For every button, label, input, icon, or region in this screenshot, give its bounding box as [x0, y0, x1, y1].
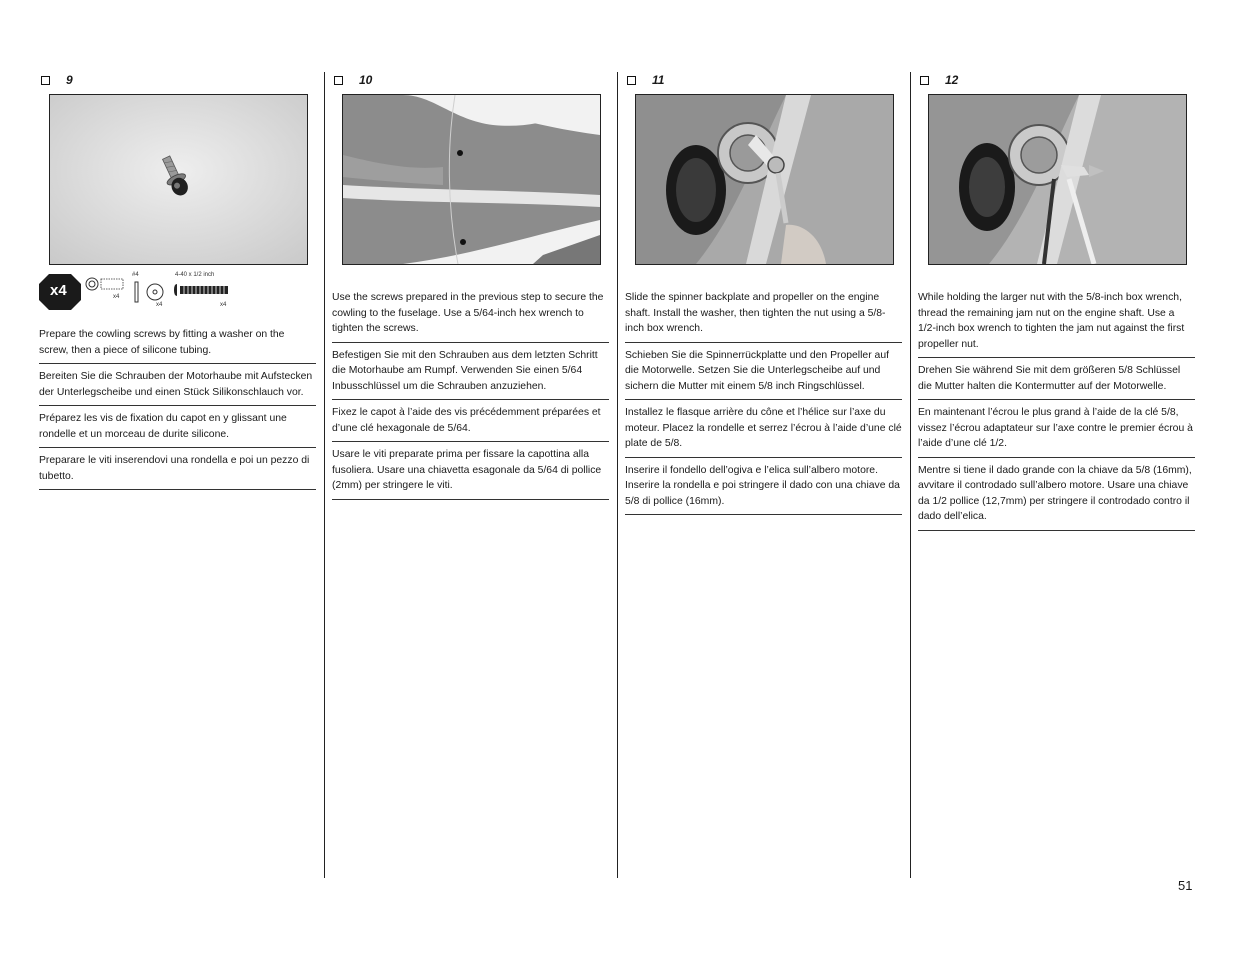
instruction-de: Drehen Sie während Sie mit dem größeren 5/8 Schlüssel die Mutter halten die Kontermutter auf der Motorwelle. — [918, 363, 1195, 400]
instruction-de: Befestigen Sie mit den Schrauben aus dem letzten Schritt die Motorhaube am Rumpf. Verwenden Sie einen 5/64 Inbusschlüssel um die Schrauben anzuziehen. — [332, 348, 609, 401]
step-header — [625, 72, 903, 88]
propeller-nut-wrench-photo — [635, 94, 894, 265]
hardware-parts — [39, 270, 317, 314]
step-header — [332, 72, 610, 88]
step-12 — [918, 72, 1196, 522]
instruction-de: Schieben Sie die Spinnerrückplatte und den Propeller auf die Motorwelle. Setzen Sie die Unterlegscheibe auf und sichern die Mutter mit einem 5/8 inch Ringschlüssel. — [625, 348, 902, 401]
step-header — [918, 72, 1196, 88]
instruction-fr: Installez le flasque arrière du cône et l’hélice sur l’axe du moteur. Placez la rondelle et serrez l’écrou à l’aide d’une clé plate de 5/8. — [625, 405, 902, 458]
column-divider — [324, 72, 325, 878]
checkbox-icon[interactable] — [41, 76, 50, 85]
instruction-fr: Fixez le capot à l’aide des vis précédemment préparées et d’une clé hexagonale de 5/64. — [332, 405, 609, 442]
instruction-en: Slide the spinner backplate and propeller on the engine shaft. Install the washer, then tighten the nut using a 5/8-inch box wrench. — [625, 290, 902, 343]
instruction-it: Mentre si tiene il dado grande con la chiave da 5/8 (16mm), avvitare il controdado sull’albero motore. Usare una chiave da 1/2 pollice (12,7mm) per stringere il controdado contro il dado dell’elica. — [918, 463, 1195, 531]
step-number: 11 — [652, 73, 665, 87]
instruction-en: While holding the larger nut with the 5/8-inch box wrench, thread the remaining jam nut on the engine shaft. Use a 1/2-inch box wrench to tighten the jam nut against the first propeller nut. — [918, 290, 1195, 358]
washer-large-icon — [147, 284, 163, 300]
screw-qty: x4 — [220, 302, 227, 308]
step-instructions — [625, 290, 902, 520]
screw-icon — [174, 284, 228, 296]
checkbox-icon[interactable] — [334, 76, 343, 85]
cowling-on-fuselage-photo — [342, 94, 601, 265]
column-divider — [910, 72, 911, 878]
page-number: 51 — [1178, 878, 1193, 893]
tubing-icon — [101, 279, 123, 289]
instruction-fr: Préparez les vis de fixation du capot en y glissant une rondelle et un morceau de durite silicone. — [39, 411, 316, 448]
screw-with-washer-photo — [49, 94, 308, 265]
tubing-size: #4 — [132, 272, 139, 278]
instruction-en: Prepare the cowling screws by fitting a washer on the screw, then a piece of silicone tubing. — [39, 327, 316, 364]
instruction-en: Use the screws prepared in the previous step to secure the cowling to the fuselage. Use a 5/64-inch hex wrench to tighten the screws. — [332, 290, 609, 343]
step-header — [39, 72, 317, 88]
step-instructions — [332, 290, 609, 505]
instruction-it: Inserire il fondello dell’ogiva e l’elica sull’albero motore. Inserire la rondella e poi stringere il dado con una chiave da 5/8 di pollice (16mm). — [625, 463, 902, 516]
step-number: 12 — [945, 73, 959, 87]
instruction-it: Preparare le viti inserendovi una rondella e poi un pezzo di tubetto. — [39, 453, 316, 490]
step-11 — [625, 72, 903, 507]
count-badge: x4 — [50, 282, 67, 299]
instruction-it: Usare le viti preparate prima per fissare la capottina alla fusoliera. Usare una chiavetta esagonale da 5/64 di pollice (2mm) per stringere le viti. — [332, 447, 609, 500]
checkbox-icon[interactable] — [920, 76, 929, 85]
step-10 — [332, 72, 610, 491]
washer-icon — [86, 278, 98, 290]
silicone-tube-icon — [135, 282, 138, 302]
step-number: 10 — [359, 73, 373, 87]
instruction-de: Bereiten Sie die Schrauben der Motorhaube mit Aufstecken der Unterlegscheibe und einen Stück Silikonschlauch vor. — [39, 369, 316, 406]
jam-nut-two-wrenches-photo — [928, 94, 1187, 265]
column-divider — [617, 72, 618, 878]
tubing-qty: x4 — [156, 302, 163, 308]
washer-qty: x4 — [113, 294, 120, 300]
step-number: 9 — [66, 73, 73, 87]
screw-size: 4-40 x 1/2 inch — [175, 272, 215, 278]
step-instructions — [39, 327, 316, 495]
instruction-fr: En maintenant l’écrou le plus grand à l’aide de la clé 5/8, vissez l’écrou adaptateur sur l’axe contre le premier écrou à l’aide d’une clé 1/2. — [918, 405, 1195, 458]
step-9 — [39, 72, 317, 482]
step-instructions — [918, 290, 1195, 536]
checkbox-icon[interactable] — [627, 76, 636, 85]
